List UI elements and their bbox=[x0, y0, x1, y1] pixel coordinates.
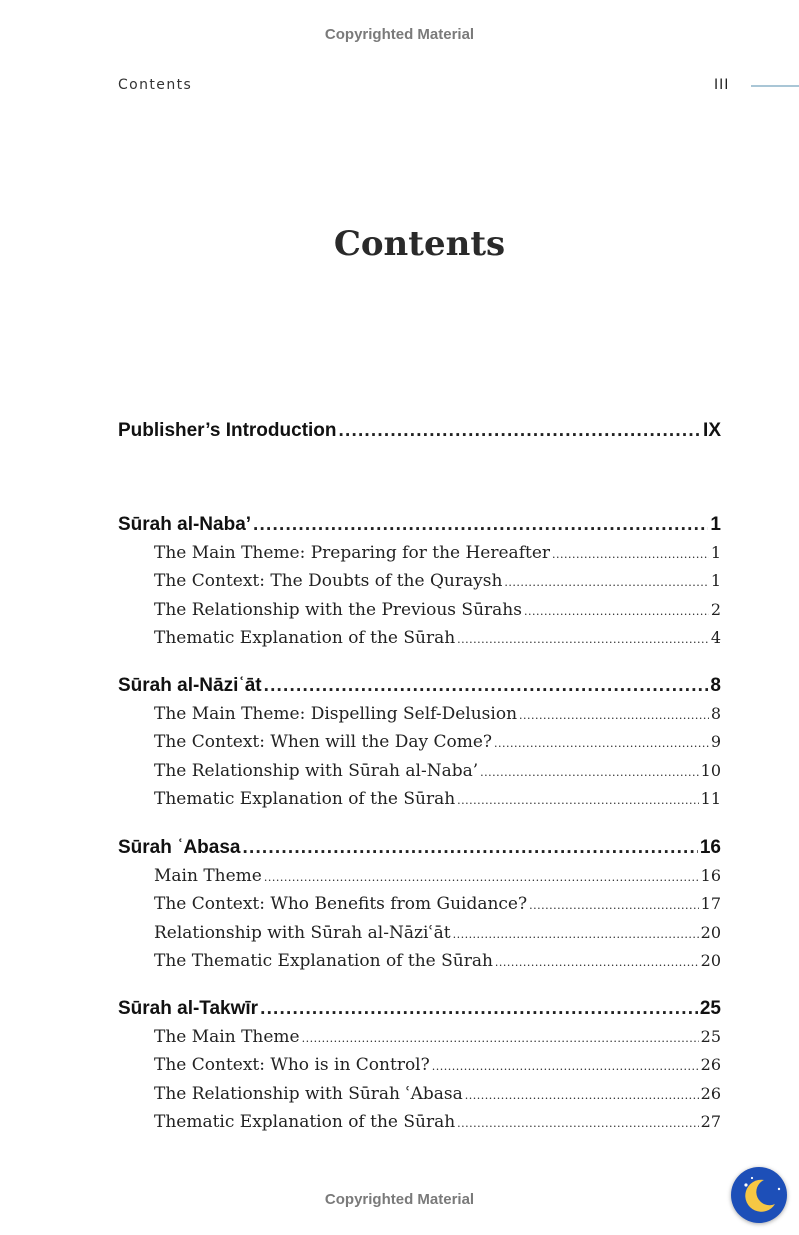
toc-sub-entry[interactable] bbox=[118, 1027, 721, 1056]
toc-entry-page: 25 bbox=[700, 1026, 721, 1046]
toc-sub-entry[interactable] bbox=[118, 571, 721, 600]
copyright-footer: Copyrighted Material bbox=[324, 1191, 475, 1208]
toc-main-entry[interactable] bbox=[118, 837, 721, 866]
toc-intro bbox=[118, 420, 721, 449]
leader-dots bbox=[302, 1032, 699, 1045]
toc-entry-page: 17 bbox=[700, 894, 721, 914]
toc-entry-label: Relationship with Sūrah al-Nāziʿāt bbox=[154, 922, 451, 943]
toc-entry-label: The Relationship with Sūrah al-Naba’ bbox=[154, 760, 479, 781]
page-number-rule bbox=[751, 85, 799, 87]
toc-sub-entry[interactable] bbox=[118, 761, 721, 790]
toc-entry-page: IX bbox=[703, 420, 721, 441]
toc-entry-label: The Relationship with the Previous Sūrahs bbox=[154, 599, 522, 620]
leader-dots bbox=[339, 420, 702, 442]
toc-section bbox=[118, 998, 721, 1141]
toc-entry-label: The Main Theme: Dispelling Self-Delusion bbox=[154, 703, 518, 724]
toc-entry-label: Sūrah al-Naba’ bbox=[118, 514, 252, 535]
toc-sub-entry[interactable] bbox=[118, 704, 721, 733]
leader-dots bbox=[465, 1089, 699, 1102]
toc-entry-page: 8 bbox=[710, 703, 721, 723]
leader-dots bbox=[457, 1117, 698, 1130]
toc-sub-entry[interactable] bbox=[118, 732, 721, 761]
leader-dots bbox=[524, 605, 709, 618]
toc-entry-page: 4 bbox=[710, 628, 721, 648]
leader-dots bbox=[504, 576, 708, 589]
toc-entry-page: 2 bbox=[710, 599, 721, 619]
toc-sub-entry[interactable] bbox=[118, 789, 721, 818]
toc-entry-label: The Main Theme bbox=[154, 1026, 300, 1047]
toc-entry-page: 1 bbox=[710, 571, 721, 591]
leader-dots bbox=[457, 794, 698, 807]
toc-entry-page: 1 bbox=[710, 542, 721, 562]
toc-sub-entry[interactable] bbox=[118, 543, 721, 572]
copyright-header: Copyrighted Material bbox=[324, 26, 475, 43]
toc-entry-page: 9 bbox=[710, 732, 721, 752]
toc-entry-label: The Context: The Doubts of the Quraysh bbox=[154, 571, 503, 592]
toc-section bbox=[118, 675, 721, 818]
toc-sub-entry[interactable] bbox=[118, 628, 721, 657]
toc-entry-page: 20 bbox=[700, 922, 721, 942]
toc-entry-label: Publisher’s Introduction bbox=[118, 420, 337, 441]
toc-entry-page: 16 bbox=[699, 837, 721, 858]
page-title: Contents bbox=[333, 224, 506, 264]
toc-sub-entry[interactable] bbox=[118, 1112, 721, 1141]
toc-entry-label: The Context: Who Benefits from Guidance? bbox=[154, 894, 528, 915]
toc-sub-entry[interactable] bbox=[118, 923, 721, 952]
toc-entry-page: 26 bbox=[700, 1055, 721, 1075]
leader-dots bbox=[519, 709, 709, 722]
toc-entry-label: The Thematic Explanation of the Sūrah bbox=[154, 951, 493, 972]
toc-entry-page: 26 bbox=[700, 1083, 721, 1103]
leader-dots bbox=[457, 633, 709, 646]
toc-main-entry[interactable] bbox=[118, 675, 721, 704]
leader-dots bbox=[552, 548, 709, 561]
leader-dots bbox=[264, 871, 699, 884]
toc-sub-entry[interactable] bbox=[118, 600, 721, 629]
toc-entry-page: 1 bbox=[710, 514, 721, 535]
toc-entry-label: The Context: Who is in Control? bbox=[154, 1055, 430, 1076]
toc-entry-label: Sūrah al-Nāziʿāt bbox=[118, 675, 262, 696]
leader-dots bbox=[453, 928, 699, 941]
toc-sub-entry[interactable] bbox=[118, 951, 721, 980]
leader-dots bbox=[480, 766, 698, 779]
toc-entry-page: 10 bbox=[700, 760, 721, 780]
toc-entry-label: Sūrah ʿAbasa bbox=[118, 837, 241, 858]
moon-icon bbox=[731, 1167, 787, 1223]
toc-entry-label: Thematic Explanation of the Sūrah bbox=[154, 1112, 456, 1133]
toc-section bbox=[118, 837, 721, 980]
toc-main-entry[interactable] bbox=[118, 420, 721, 449]
toc-entry-label: The Relationship with Sūrah ʿAbasa bbox=[154, 1083, 463, 1104]
leader-dots bbox=[432, 1060, 699, 1073]
leader-dots bbox=[242, 837, 697, 859]
toc-entry-page: 20 bbox=[700, 951, 721, 971]
toc-entry-label: The Main Theme: Preparing for the Hereafter bbox=[154, 542, 551, 563]
running-head: Contents bbox=[118, 77, 193, 93]
toc-entry-page: 25 bbox=[699, 998, 721, 1019]
leader-dots bbox=[494, 737, 709, 750]
night-mode-button[interactable] bbox=[731, 1167, 787, 1223]
toc-entry-page: 8 bbox=[710, 675, 721, 696]
toc-entry-label: The Context: When will the Day Come? bbox=[154, 732, 493, 753]
toc-sub-entry[interactable] bbox=[118, 866, 721, 895]
toc-entry-page: 27 bbox=[700, 1112, 721, 1132]
toc-entry-label: Main Theme bbox=[154, 865, 262, 886]
leader-dots bbox=[260, 998, 698, 1020]
toc-entry-label: Thematic Explanation of the Sūrah bbox=[154, 628, 456, 649]
toc-entry-page: 11 bbox=[700, 789, 721, 809]
toc-main-entry[interactable] bbox=[118, 998, 721, 1027]
leader-dots bbox=[264, 675, 709, 697]
leader-dots bbox=[495, 956, 699, 969]
toc-entry-label: Sūrah al-Takwīr bbox=[118, 998, 259, 1019]
leader-dots bbox=[529, 899, 699, 912]
page-number: III bbox=[714, 77, 730, 93]
toc-section bbox=[118, 514, 721, 657]
leader-dots bbox=[253, 514, 708, 536]
toc-entry-page: 16 bbox=[700, 865, 721, 885]
toc-entry-label: Thematic Explanation of the Sūrah bbox=[154, 789, 456, 810]
toc-sub-entry[interactable] bbox=[118, 1055, 721, 1084]
toc-sub-entry[interactable] bbox=[118, 1084, 721, 1113]
toc-main-entry[interactable] bbox=[118, 514, 721, 543]
toc-sub-entry[interactable] bbox=[118, 894, 721, 923]
